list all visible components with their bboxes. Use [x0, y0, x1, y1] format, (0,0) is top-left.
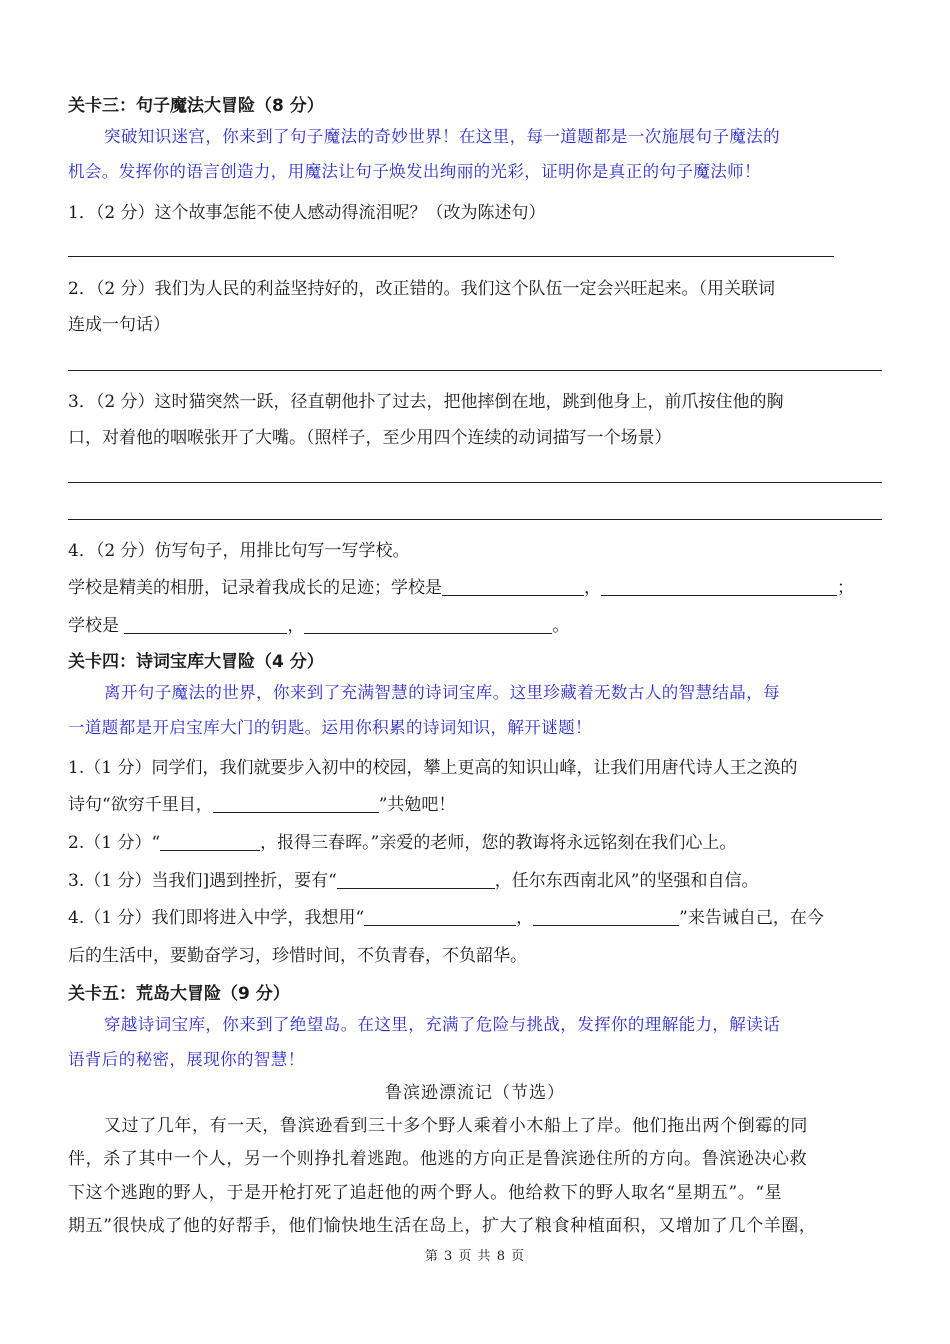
section-3-intro-line-1: 突破知识迷宫，你来到了句子魔法的奇妙世界！在这里，每一道题都是一次施展句子魔法的 — [104, 127, 780, 146]
passage-line-4: 期五”很快成了他的好帮手，他们愉快地生活在岛上，扩大了粮食种植面积，又增加了几个羊圈， — [68, 1216, 817, 1236]
q41-text: 诗句“欲穷千里目， — [68, 795, 213, 815]
q43-end: ，任尔东西南北风”的坚强和自信。 — [494, 871, 759, 891]
question-3-3-line-1: 3．（2 分）这时猫突然一跃，径直朝他扑了过去，把他摔倒在地，跳到他身上，前爪按住他的胸 — [68, 392, 784, 412]
section-5-title: 关卡五：荒岛大冒险（9 分） — [68, 984, 290, 1004]
question-3-2-line-1: 2．（2 分）我们为人民的利益坚持好的，改正错的。我们这个队伍一定会兴旺起来。（用关联词 — [68, 279, 776, 299]
page-footer: 第 3 页 共 8 页 — [424, 1249, 526, 1264]
q34-comma: ， — [584, 578, 601, 598]
section-5-intro-line-1: 穿越诗词宝库，你来到了绝望岛。在这里，充满了危险与挑战，发挥你的理解能力，解读话 — [104, 1015, 780, 1034]
blank-4-2[interactable] — [160, 832, 260, 851]
blank-3-4-d[interactable] — [304, 615, 552, 634]
blank-4-1[interactable] — [213, 794, 379, 813]
section-5-intro-line-2: 语背后的秘密，展现你的智慧！ — [68, 1050, 305, 1069]
q34-line2-text: 学校是 — [68, 616, 125, 636]
answer-line-3-2[interactable] — [68, 370, 882, 371]
blank-3-4-a[interactable] — [442, 577, 584, 596]
section-4-intro-line-1: 离开句子魔法的世界，你来到了充满智慧的诗词宝库。这里珍藏着无数古人的智慧结晶，每 — [104, 683, 780, 702]
section-4-title: 关卡四：诗词宝库大冒险（4 分） — [68, 652, 324, 672]
answer-line-3-3b[interactable] — [68, 519, 882, 520]
answer-line-3-3a[interactable] — [68, 482, 882, 483]
blank-3-4-c[interactable] — [124, 615, 287, 634]
answer-line-3-1[interactable] — [68, 256, 834, 257]
question-4-1-line-1: 1.（1 分）同学们，我们就要步入初中的校园，攀上更高的知识山峰，让我们用唐代诗人王之涣的 — [68, 758, 798, 778]
section-3-title: 关卡三：句子魔法大冒险（8 分） — [68, 96, 324, 116]
blank-4-3[interactable] — [337, 870, 495, 889]
question-4-1-line-2 — [68, 794, 455, 816]
q34-comma-2: ， — [287, 616, 305, 636]
question-3-4-prompt-1 — [68, 577, 854, 599]
q44-comma: ， — [516, 908, 534, 928]
blank-3-4-b[interactable] — [601, 577, 837, 596]
question-4-2 — [68, 832, 736, 854]
section-3-intro-line-2: 机会。发挥你的语言创造力，用魔法让句子焕发出绚丽的光彩，证明你是真正的句子魔法师！ — [68, 162, 761, 181]
blank-4-4-b[interactable] — [533, 907, 679, 926]
question-4-4-line-1 — [68, 907, 824, 929]
passage-line-2: 伴，杀了其中一个人，另一个则挣扎着逃跑。他逃的方向正是鲁滨逊住所的方向。鲁滨逊决心救 — [68, 1149, 808, 1169]
q43-text: 3.（1 分）当我们]遇到挫折，要有“ — [68, 871, 337, 891]
blank-4-4-a[interactable] — [364, 907, 516, 926]
passage-line-3: 下这个逃跑的野人，于是开枪打死了追赶他的两个野人。他给救下的野人取名“星期五”。“星 — [68, 1183, 783, 1203]
q34-period: 。 — [552, 616, 570, 636]
question-3-4-prompt-2 — [68, 615, 569, 637]
q34-semicolon: ； — [837, 578, 854, 598]
section-4-intro-line-2: 一道题都是开启宝库大门的钥匙。运用你积累的诗词知识，解开谜题！ — [68, 718, 592, 737]
question-3-2-line-2: 连成一句话） — [68, 315, 170, 335]
q41-end: ”共勉吧！ — [378, 795, 456, 815]
question-3-1: 1．（2 分）这个故事怎能不使人感动得流泪呢？（改为陈述句） — [68, 203, 546, 223]
q42-text: 2.（1 分）“ — [68, 833, 161, 853]
question-3-3-line-2: 口，对着他的咽喉张开了大嘴。（照样子，至少用四个连续的动词描写一个场景） — [68, 428, 672, 448]
q42-end: ，报得三春晖。”亲爱的老师，您的教诲将永远铭刻在我们心上。 — [260, 833, 737, 853]
passage-title: 鲁滨逊漂流记（节选） — [385, 1083, 565, 1103]
q44-text: 4.（1 分）我们即将进入中学，我想用“ — [68, 908, 365, 928]
question-3-4: 4．（2 分）仿写句子，用排比句写一写学校。 — [68, 541, 410, 561]
q44-end: ”来告诫自己，在今 — [679, 908, 824, 928]
question-4-4-line-2: 后的生活中，要勤奋学习，珍惜时间，不负青春，不负韶华。 — [68, 946, 527, 966]
passage-line-1: 又过了几年，有一天，鲁滨逊看到三十多个野人乘着小木船上了岸。他们拖出两个倒霉的同 — [104, 1116, 808, 1136]
question-4-3 — [68, 870, 758, 892]
q34-line1-text: 学校是精美的相册，记录着我成长的足迹；学校是 — [68, 578, 442, 598]
